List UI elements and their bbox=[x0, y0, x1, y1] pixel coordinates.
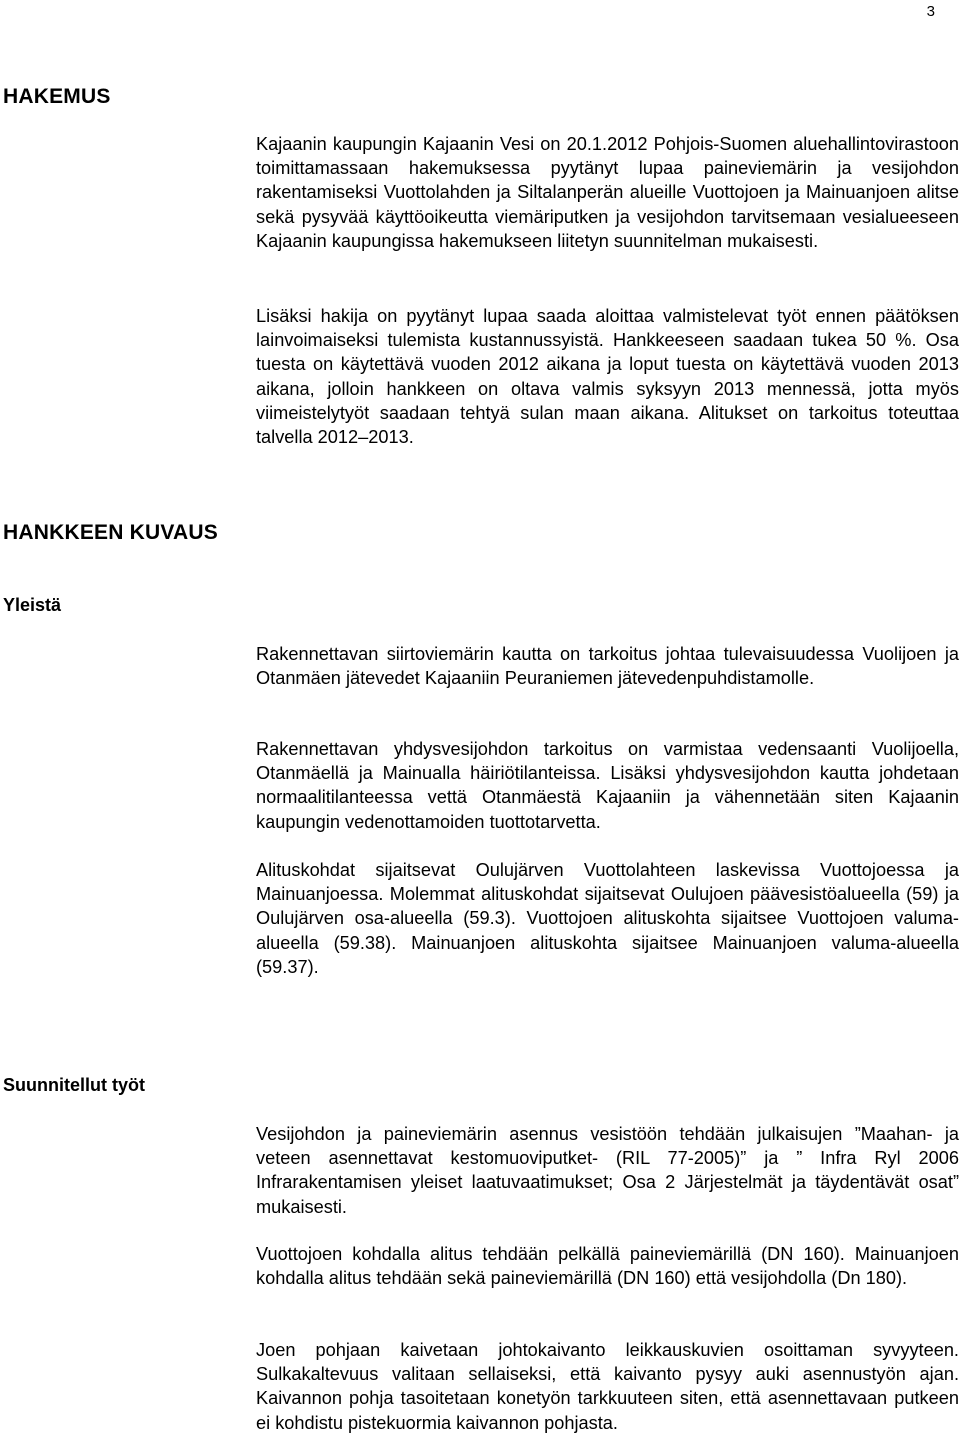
paragraph-yleista-3: Alituskohdat sijaitsevat Oulujärven Vuottolahteen laskevissa Vuottojoessa ja Mainuanjoessa. Molemmat alituskohdat sijaitsevat Oulujoen päävesistöalueella (59) ja Oulujärven osa-alueella (59.3). Vuottojoen alituskohta sijaitsee Vuottojoen valuma-alueella (59.38). Mainuanjoen alituskohta sijaitsee Mainuanjoen valuma-alueella (59.37). bbox=[256, 860, 959, 977]
section-heading-hankkeen-kuvaus: HANKKEEN KUVAUS bbox=[3, 521, 218, 544]
paragraph-yleista-1: Rakennettavan siirtoviemärin kautta on tarkoitus johtaa tulevaisuudessa Vuolijoen ja Otanmäen jätevedet Kajaaniin Peuraniemen jätevedenpuhdistamolle. bbox=[256, 644, 959, 689]
paragraph-tyot-3: Joen pohjaan kaivetaan johtokaivanto leikkauskuvien osoittaman syvyyteen. Sulkakaltevuus valitaan sellaiseksi, että kaivanto pysyy auki asennustyön ajan. Kaivannon pohja tasoitetaan konetyön tarkkuuteen siten, että asennettavaan putkeen ei kohdistu pistekuormia kaivannon pohjasta. bbox=[256, 1340, 959, 1433]
subsection-heading-yleista: Yleistä bbox=[3, 595, 62, 615]
paragraph-hakemus-1: Kajaanin kaupungin Kajaanin Vesi on 20.1.2012 Pohjois-Suomen aluehallintovirastoon toimittamassaan hakemuksessa pyytänyt lupaa paineviemärin ja vesijohdon rakentamiseksi Vuottolahden ja Siltalanperän alueille Vuottojoen ja Mainuanjoen alitse sekä pysyvää käyttöoikeutta viemäriputken ja vesijohdon tarvitsemaan vesialueeseen Kajaanin kaupungissa hakemukseen liitetyn suunnitelman mukaisesti. bbox=[256, 134, 959, 251]
paragraph-tyot-1: Vesijohdon ja paineviemärin asennus vesistöön tehdään julkaisujen ”Maahan- ja veteen asennettavat kestomuoviputket- (RIL 77-2005)” ja ” Infra Ryl 2006 Infrarakentamisen yleiset laatuvaatimukset; Osa 2 Järjestelmät ja täydentävät osat” mukaisesti. bbox=[256, 1124, 959, 1217]
paragraph-yleista-2: Rakennettavan yhdysvesijohdon tarkoitus on varmistaa vedensaanti Vuolijoella, Otanmäellä ja Mainualla häiriötilanteissa. Lisäksi yhdysvesijohdon kautta johdetaan normaalitilanteessa vettä Otanmäestä Kajaaniin ja vähennetään siten Kajaanin kaupungin vedenottamoiden tuottotarvetta. bbox=[256, 739, 959, 832]
paragraph-hakemus-2: Lisäksi hakija on pyytänyt lupaa saada aloittaa valmistelevat työt ennen päätöksen lainvoimaiseksi tulemista kustannussyistä. Hankkeeseen saadaan tukea 50 %. Osa tuesta on käytettävä vuoden 2012 aikana ja loput tuesta on käytettävä vuoden 2013 aikana, jolloin hankkeen on oltava valmis syksyyn 2013 mennessä, jotta myös viimeistelytyöt saadaan tehtyä sulan maan aikana. Alitukset on tarkoitus toteuttaa talvella 2012–2013. bbox=[256, 306, 959, 448]
page-number: 3 bbox=[926, 3, 935, 20]
subsection-heading-suunnitellut-tyot: Suunnitellut työt bbox=[3, 1075, 145, 1095]
section-heading-hakemus: HAKEMUS bbox=[3, 85, 111, 108]
paragraph-tyot-2: Vuottojoen kohdalla alitus tehdään pelkällä paineviemärillä (DN 160). Mainuanjoen kohdalla alitus tehdään sekä paineviemärillä (DN 160) että vesijohdolla (Dn 180). bbox=[256, 1244, 959, 1289]
